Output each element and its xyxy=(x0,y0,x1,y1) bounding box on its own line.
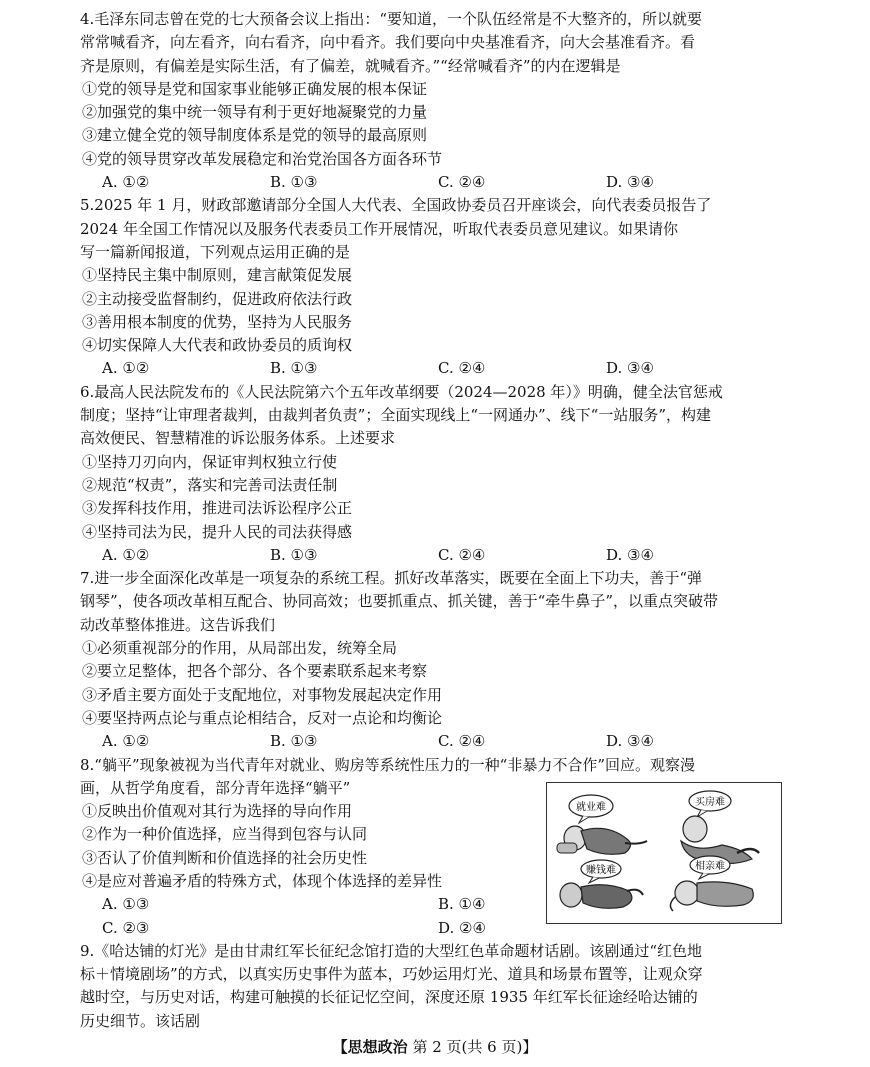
answer-choices xyxy=(80,730,780,753)
choice-d: D. ③④ xyxy=(606,173,654,192)
statement-option: ①坚持刀刃向内，保证审判权独立行使 xyxy=(82,452,338,471)
question-6 xyxy=(80,381,780,567)
question-stem-line: 9.《哈达铺的灯光》是由甘肃红军长征纪念馆打造的大型红色革命题材话剧。该剧通过“红色地 xyxy=(80,941,702,960)
statement-option: ③善用根本制度的优势，坚持为人民服务 xyxy=(82,312,353,331)
statement-option: ①反映出价值观对其行为选择的导向作用 xyxy=(82,802,353,821)
statement-option: ④要坚持两点论与重点论相结合，反对一点论和均衡论 xyxy=(82,708,443,727)
statement-option: ③否认了价值判断和价值选择的社会历史性 xyxy=(82,848,368,867)
statement-option: ④党的领导贯穿改革发展稳定和治党治国各方面各环节 xyxy=(82,149,443,168)
choice-c: C. ②④ xyxy=(438,173,486,192)
choice-b: B. ①③ xyxy=(270,732,318,751)
footer-subject: 【思想政治 xyxy=(332,1038,408,1056)
choice-b: B. ①③ xyxy=(270,545,318,564)
choice-a: A. ①② xyxy=(102,545,150,564)
question-stem-line: 7.进一步全面深化改革是一项复杂的系统工程。抓好改革落实，既要在全面上下功夫，善于“弹 xyxy=(80,569,702,588)
question-stem-line: 5.2025 年 1 月，财政部邀请部分全国人大代表、全国政协委员召开座谈会，向代表委员报告了 xyxy=(80,196,712,215)
statement-option: ①必须重视部分的作用，从局部出发，统筹全局 xyxy=(82,639,398,658)
statement-option: ①党的领导是党和国家事业能够正确发展的根本保证 xyxy=(82,79,428,98)
choice-b: B. ①④ xyxy=(438,895,486,914)
question-stem-line: 4.毛泽东同志曾在党的七大预备会议上指出：“要知道，一个队伍经常是不大整齐的，所以就要 xyxy=(80,10,702,28)
choice-b: B. ①③ xyxy=(270,173,318,192)
question-stem-line: 历史细节。该话剧 xyxy=(80,1011,201,1030)
choice-a: A. ①③ xyxy=(102,895,150,914)
answer-choices xyxy=(80,544,780,567)
choice-b: B. ①③ xyxy=(270,359,318,378)
question-stem-line: 8.“躺平”现象被视为当代青年对就业、购房等系统性压力的一种“非暴力不合作”回应。观察漫 xyxy=(80,755,695,774)
statement-option: ②作为一种价值选择，应当得到包容与认同 xyxy=(82,825,368,844)
question-stem-line: 高效便民、智慧精准的诉讼服务体系。上述要求 xyxy=(80,429,396,448)
statement-option: ①坚持民主集中制原则，建言献策促发展 xyxy=(82,266,353,285)
question-stem-line: 2024 年全国工作情况以及服务代表委员工作开展情况，听取代表委员意见建议。如果请你 xyxy=(80,219,678,238)
label-job-difficulty: 就业难 xyxy=(576,802,606,813)
label-house-difficulty: 买房难 xyxy=(695,797,725,808)
statement-option: ③矛盾主要方面处于支配地位，对事物发展起决定作用 xyxy=(82,685,443,704)
question-stem-line: 标＋情境剧场”的方式，以真实历史事件为蓝本，巧妙运用灯光、道具和场景布置等，让观众穿 xyxy=(80,965,703,984)
choice-d: D. ③④ xyxy=(606,545,654,564)
question-4 xyxy=(80,8,780,194)
question-stem-line: 常常喊看齐，向左看齐，向右看齐，向中看齐。我们要向中央基准看齐，向大会基准看齐。看 xyxy=(80,33,696,52)
choice-a: A. ①② xyxy=(102,359,150,378)
question-7 xyxy=(80,567,780,753)
cartoon-illustration xyxy=(547,783,780,922)
statement-option: ③发挥科技作用，推进司法诉讼程序公正 xyxy=(82,499,353,518)
choice-a: A. ①② xyxy=(102,732,150,751)
question-stem-line: 写一篇新闻报道，下列观点运用正确的是 xyxy=(80,242,351,261)
statement-option: ④坚持司法为民，提升人民的司法获得感 xyxy=(82,522,353,541)
statement-option: ②规范“权责”，落实和完善司法责任制 xyxy=(82,475,338,494)
question-stem-line: 画，从哲学角度看，部分青年选择“躺平” xyxy=(80,778,351,797)
question-5 xyxy=(80,194,780,380)
lying-flat-cartoon xyxy=(546,782,782,924)
choice-d: D. ②④ xyxy=(438,918,486,937)
question-stem-line: 越时空，与历史对话，构建可触摸的长征记忆空间，深度还原 1935 年红军长征途经哈达铺的 xyxy=(80,988,698,1007)
answer-choices xyxy=(80,171,780,194)
choice-d: D. ③④ xyxy=(606,359,654,378)
question-9 xyxy=(80,940,780,1033)
statement-option: ②要立足整体，把各个部分、各个要素联系起来考察 xyxy=(82,662,428,681)
page-footer xyxy=(0,1036,870,1057)
statement-option: ④切实保障人大代表和政协委员的质询权 xyxy=(82,336,353,355)
statement-option: ②主动接受监督制约，促进政府依法行政 xyxy=(82,289,353,308)
choice-c: C. ②④ xyxy=(438,732,486,751)
footer-page-number: 第 2 页(共 6 页)】 xyxy=(412,1038,538,1056)
choice-c: C. ②④ xyxy=(438,359,486,378)
statement-option: ④是应对普遍矛盾的特殊方式，体现个体选择的差异性 xyxy=(82,871,443,890)
choice-d: D. ③④ xyxy=(606,732,654,751)
question-stem-line: 制度；坚持“让审理者裁判，由裁判者负责”；全面实现线上“一网通办”、线下“一站服务”，构建 xyxy=(80,406,712,425)
choice-c: C. ②④ xyxy=(438,545,486,564)
question-stem-line: 齐是原则，有偏差是实际生活，有了偏差，就喊看齐。”“经常喊看齐”的内在逻辑是 xyxy=(80,56,621,75)
choice-a: A. ①② xyxy=(102,173,150,192)
question-stem-line: 动改革整体推进。这告诉我们 xyxy=(80,615,276,634)
statement-option: ③建立健全党的领导制度体系是党的领导的最高原则 xyxy=(82,126,428,145)
question-stem-line: 钢琴”，使各项改革相互配合、协同高效；也要抓重点、抓关键，善于“牵牛鼻子”，以重点突破带 xyxy=(80,592,719,611)
label-money-difficulty: 赚钱难 xyxy=(586,865,616,876)
question-stem-line: 6.最高人民法院发布的《人民法院第六个五年改革纲要（2024—2028 年）》明确，健全法官惩戒 xyxy=(80,382,723,401)
statement-option: ②加强党的集中统一领导有利于更好地凝聚党的力量 xyxy=(82,103,428,122)
label-dating-difficulty: 相亲难 xyxy=(695,861,725,872)
choice-c: C. ②③ xyxy=(102,918,150,937)
answer-choices xyxy=(80,357,780,380)
